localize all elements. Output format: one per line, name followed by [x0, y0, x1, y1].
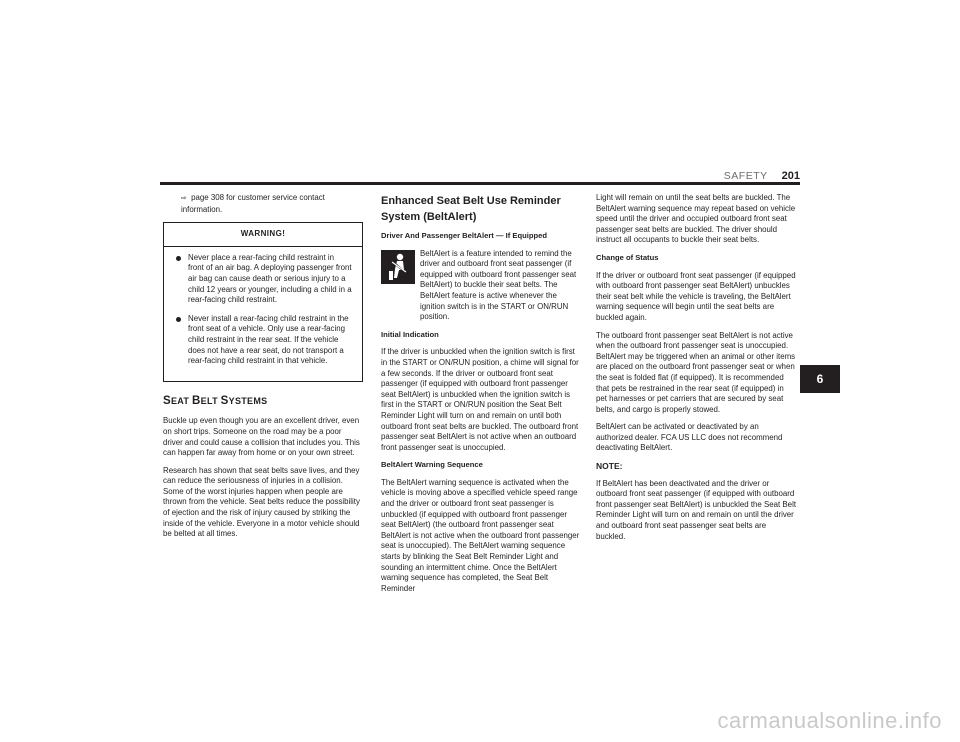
subheading: Driver And Passenger BeltAlert — If Equipped: [381, 231, 547, 240]
note-label: NOTE:: [596, 461, 623, 472]
cross-reference: [163, 193, 363, 215]
column-1: [163, 193, 363, 547]
page-number: 201: [781, 170, 800, 182]
paragraph: Light will remain on until the seat belts are buckled. The BeltAlert warning sequence may repeat based on vehicle speed until the driver and occupied outboard front seat passenger seat belts are buckled. The driver should instruct all occupants to buckle their seat belts.: [596, 193, 796, 245]
warning-item-text: Never install a rear-facing child restraint in the front seat of a vehicle. Only use a rear-facing child restraint in the rear seat. If the vehicle does not have a rear seat, do not transport a rear-facing child restraint in that vehicle.: [188, 313, 349, 366]
subheading: Initial Indication: [381, 329, 439, 339]
warning-box: [163, 222, 363, 382]
paragraph: The outboard front passenger seat BeltAlert is not active when the outboard front passenger seat is unoccupied. BeltAlert may be triggered when an animal or other items are placed on the outboard front passenger seat or when the seat is folded flat (if equipped). It is recommended that pets be restrained in the rear seat (if equipped) in pet harnesses or pet carriers that are secured by seat belts, and cargo is properly stowed.: [596, 330, 796, 414]
heading-cap: S: [220, 394, 229, 407]
paragraph: BeltAlert can be activated or deactivated by an authorized dealer. FCA US LLC does not recommend deactivating BeltAlert.: [596, 422, 783, 453]
warning-item-text: Never place a rear-facing child restraint in front of an air bag. A deploying passenger front air bag can cause death or serious injury to a child 12 years or younger, including a child in a rear-facing child restraint.: [188, 252, 352, 305]
column-2: [381, 193, 581, 601]
column-3: [596, 193, 796, 549]
icon-paragraph: [381, 249, 581, 323]
warning-list: [164, 247, 362, 367]
seat-belt-reminder-icon: [381, 250, 415, 284]
heading-cap: S: [163, 394, 171, 407]
heading-smallcaps: ELT: [200, 395, 221, 406]
subheading: Change of Status: [596, 252, 659, 262]
heading-cap: B: [192, 394, 201, 407]
chapter-tab: 6: [800, 365, 840, 393]
subheading: BeltAlert Warning Sequence: [381, 460, 483, 470]
section-heading: [163, 396, 363, 407]
bullet-icon: [176, 256, 181, 261]
heading-smallcaps: YSTEMS: [228, 395, 268, 406]
arrow-right-icon: ⇨: [181, 195, 187, 202]
paragraph: If the driver is unbuckled when the ignition switch is first in the START or ON/RUN position, a chime will signal for a few seconds. If the driver or outboard front seat passenger (if equipped with outboard front passenger seat BeltAlert) is unbuckled when the ignition switch is first in the START or ON/RUN position the Seat Belt Reminder Light will turn on and remain on until both outboard front seat belts are buckled. The outboard front passenger seat BeltAlert is not active when an outboard front passenger seat is unoccupied.: [381, 347, 579, 452]
header-rule: [160, 182, 800, 185]
warning-title: WARNING!: [164, 223, 362, 247]
subsection-heading: Enhanced Seat Belt Use Reminder System (BeltAlert): [381, 195, 561, 223]
note-text: If BeltAlert has been deactivated and the driver or outboard front seat passenger (if equipped with outboard front passenger seat BeltAlert) is unbuckled the Seat Belt Reminder Light will turn on and remain on until the driver and outboard front seat passenger seat belts are buckled.: [596, 478, 797, 541]
heading-smallcaps: EAT: [170, 395, 193, 406]
warning-item: [174, 253, 352, 306]
paragraph: The BeltAlert warning sequence is activated when the vehicle is moving above a specified vehicle speed range and the driver or outboard front seat passenger is unbuckled (if equipped with outboard front passenger seat BeltAlert) (the outboard front passenger seat BeltAlert is not active when the outboard front passenger seat is unoccupied). The BeltAlert warning sequence starts by blinking the Seat Belt Reminder Light and sounding an intermittent chime. Once the BeltAlert warning sequence has completed, the Seat Belt Reminder: [381, 477, 580, 593]
paragraph: Buckle up even though you are an excellent driver, even on short trips. Someone on the road may be a poor driver and could cause a collision that includes you. This can happen far away from home or on your own street.: [163, 416, 360, 458]
page-header: [724, 170, 800, 182]
paragraph: Research has shown that seat belts save lives, and they can reduce the seriousness of injuries in a collision. Some of the worst injuries happen when people are thrown from the vehicle. Seat belts reduce the possibility of ejection and the risk of injury caused by striking the inside of the vehicle. Everyone in a motor vehicle should be belted at all times.: [163, 465, 360, 539]
cross-reference-text: page 308 for customer service contact information.: [181, 193, 325, 214]
bullet-icon: [176, 317, 181, 322]
watermark: carmanualsonline.info: [717, 708, 942, 733]
paragraph: If the driver or outboard front seat passenger (if equipped with outboard front passenger seat BeltAlert) unbuckles their seat belt while the vehicle is traveling, the BeltAlert warning sequence will begin until the seat belts are buckled again.: [596, 270, 796, 322]
warning-item: [174, 314, 352, 367]
icon-paragraph-text: BeltAlert is a feature intended to remind the driver and outboard front seat passenger (if equipped with outboard front passenger seat BeltAlert) to buckle their seat belts. The BeltAlert feature is active whenever the ignition switch is in the START or ON/RUN position.: [420, 248, 577, 322]
section-title: SAFETY: [723, 170, 768, 182]
